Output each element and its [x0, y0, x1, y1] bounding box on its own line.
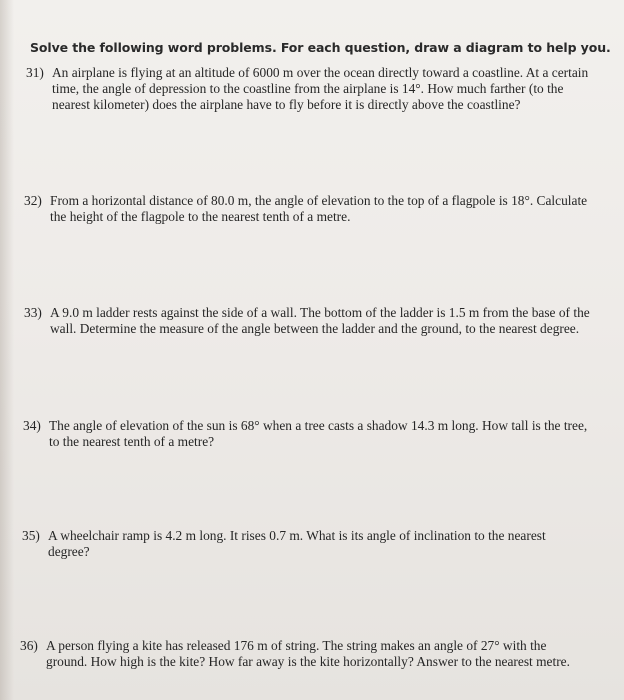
problem-line: nearest kilometer) does the airplane have to fly before it is directly above the coastline?: [52, 97, 521, 112]
problem-text: [52, 65, 588, 113]
problem-text: [50, 193, 587, 225]
problem-line: wall. Determine the measure of the angle between the ladder and the ground, to the nearest degree.: [50, 321, 580, 336]
problem-text: [48, 528, 546, 560]
problem-line: time, the angle of depression to the coastline from the airplane is 14°. How much farther (to the: [52, 81, 564, 96]
problem-line: An airplane is flying at an altitude of 6000 m over the ocean directly toward a coastline. At a certain: [52, 65, 589, 80]
problem-line: the height of the flagpole to the nearest tenth of a metre.: [50, 209, 351, 224]
problem-line: From a horizontal distance of 80.0 m, the angle of elevation to the top of a flagpole is 18°. Calculate: [50, 193, 588, 208]
problem-number: 36): [20, 638, 38, 653]
problem-line: ground. How high is the kite? How far away is the kite horizontally? Answer to the nearest metre.: [46, 654, 570, 669]
problem-number: 31): [26, 65, 44, 80]
problem-text: [50, 305, 590, 337]
page-shadow: [0, 0, 14, 700]
problem-line: A person flying a kite has released 176 m of string. The string makes an angle of 27° with the: [46, 638, 547, 653]
problem-text: [46, 638, 570, 670]
problem-line: A 9.0 m ladder rests against the side of a wall. The bottom of the ladder is 1.5 m from the base of the: [50, 305, 590, 320]
problem-number: 34): [23, 418, 41, 433]
problem-number: 33): [24, 305, 42, 320]
problem-line: degree?: [48, 544, 90, 559]
problem-line: The angle of elevation of the sun is 68° when a tree casts a shadow 14.3 m long. How tall is the tree,: [49, 418, 588, 433]
problem-number: 32): [24, 193, 42, 208]
worksheet-heading: Solve the following word problems. For each question, draw a diagram to help you.: [30, 40, 611, 55]
problem-line: A wheelchair ramp is 4.2 m long. It rises 0.7 m. What is its angle of inclination to the nearest: [48, 528, 546, 543]
problem-text: [49, 418, 587, 450]
problem-number: 35): [22, 528, 40, 543]
problem-line: to the nearest tenth of a metre?: [49, 434, 215, 449]
